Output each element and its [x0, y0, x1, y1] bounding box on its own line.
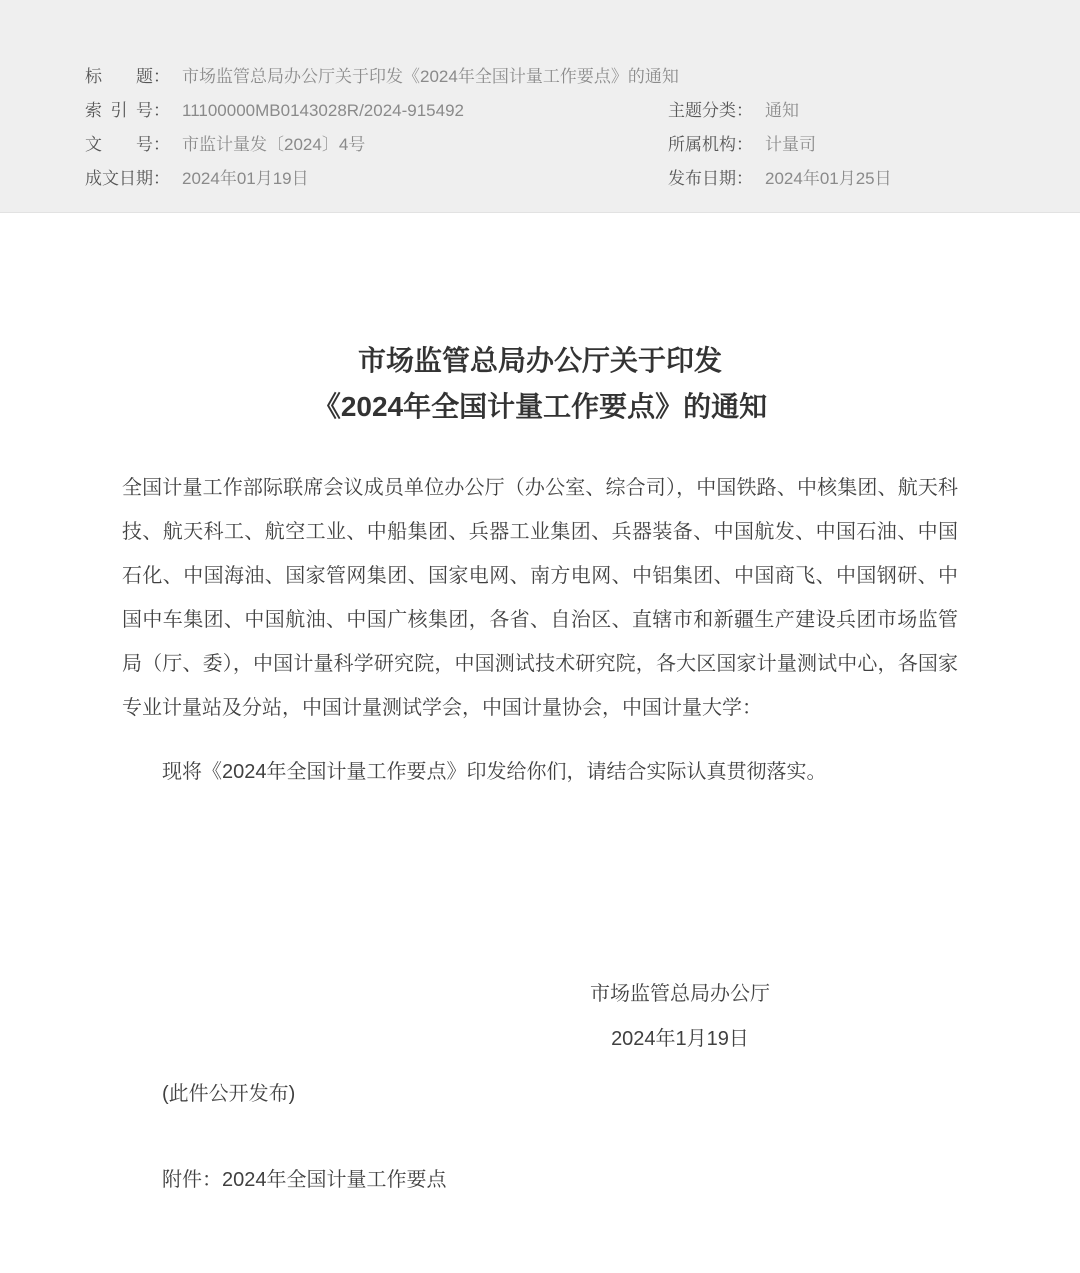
- attachment-line: [122, 1158, 958, 1202]
- meta-label-publish-date: 发布日期: [668, 169, 736, 188]
- meta-field-doc-number: [85, 128, 668, 162]
- meta-colon: ：: [153, 169, 170, 188]
- meta-label-issuing-agency: 所属机构: [668, 135, 736, 154]
- meta-colon: ：: [736, 101, 753, 120]
- meta-field-written-date: [85, 162, 668, 196]
- meta-row-2: [85, 128, 995, 162]
- addressees-paragraph: 全国计量工作部际联席会议成员单位办公厅（办公室、综合司），中国铁路、中核集团、航天科技、航天科工、航空工业、中船集团、兵器工业集团、兵器装备、中国航发、中国石油、中国石化、中国海油、国家管网集团、国家电网、南方电网、中铝集团、中国商飞、中国钢研、中国中车集团、中国航油、中国广核集团，各省、自治区、直辖市和新疆生产建设兵团市场监管局（厅、委），中国计量科学研究院，中国测试技术研究院，各大区国家计量测试中心，各国家专业计量站及分站，中国计量测试学会，中国计量协会，中国计量大学：: [122, 477, 958, 719]
- meta-value-issuing-agency: 计量司: [765, 135, 816, 154]
- document-title-line1: 市场监管总局办公厅关于印发: [357, 345, 722, 376]
- meta-field-topic-category: [668, 94, 995, 128]
- meta-label-doc-number: 文号: [85, 135, 153, 154]
- meta-label-title: 标题: [85, 67, 153, 86]
- meta-colon: ：: [153, 135, 170, 154]
- attachment-link[interactable]: 2024年全国计量工作要点: [222, 1169, 447, 1191]
- public-release-note: (此件公开发布): [162, 1083, 296, 1105]
- meta-field-index-number: [85, 94, 668, 128]
- signature-issuer: 市场监管总局办公厅: [590, 983, 770, 1005]
- document-title-line2: 《2024年全国计量工作要点》的通知: [312, 391, 768, 422]
- meta-label-written-date: 成文日期: [85, 169, 153, 188]
- meta-row-1: [85, 94, 995, 128]
- body-paragraph: 现将《2024年全国计量工作要点》印发给你们，请结合实际认真贯彻落实。: [162, 761, 827, 783]
- signature-date: 2024年1月19日: [611, 1028, 749, 1050]
- meta-value-publish-date: 2024年01月25日: [765, 169, 892, 188]
- attachment-colon: ：: [202, 1169, 222, 1191]
- meta-value-doc-number: 市监计量发〔2024〕4号: [182, 135, 366, 154]
- meta-field-issuing-agency: [668, 128, 995, 162]
- attachment-label: 附件: [162, 1169, 202, 1191]
- meta-row-title: [85, 60, 995, 94]
- meta-value-written-date: 2024年01月19日: [182, 169, 309, 188]
- meta-value-title: 市场监管总局办公厅关于印发《2024年全国计量工作要点》的通知: [182, 67, 679, 86]
- signature-block: [590, 972, 770, 1062]
- meta-value-index-number: 11100000MB0143028R/2024-915492: [182, 101, 465, 120]
- meta-colon: ：: [153, 67, 170, 86]
- meta-label-index-number: 索引号: [85, 101, 153, 120]
- meta-colon: ：: [736, 169, 753, 188]
- document-title: [122, 338, 958, 430]
- meta-row-3: [85, 162, 995, 196]
- meta-colon: ：: [153, 101, 170, 120]
- meta-field-title: [85, 60, 995, 94]
- meta-label-topic-category: 主题分类: [668, 101, 736, 120]
- meta-colon: ：: [736, 135, 753, 154]
- document-body: [0, 338, 1080, 1202]
- meta-field-publish-date: [668, 162, 995, 196]
- meta-value-topic-category: 通知: [765, 101, 799, 120]
- document-meta-header: [0, 0, 1080, 213]
